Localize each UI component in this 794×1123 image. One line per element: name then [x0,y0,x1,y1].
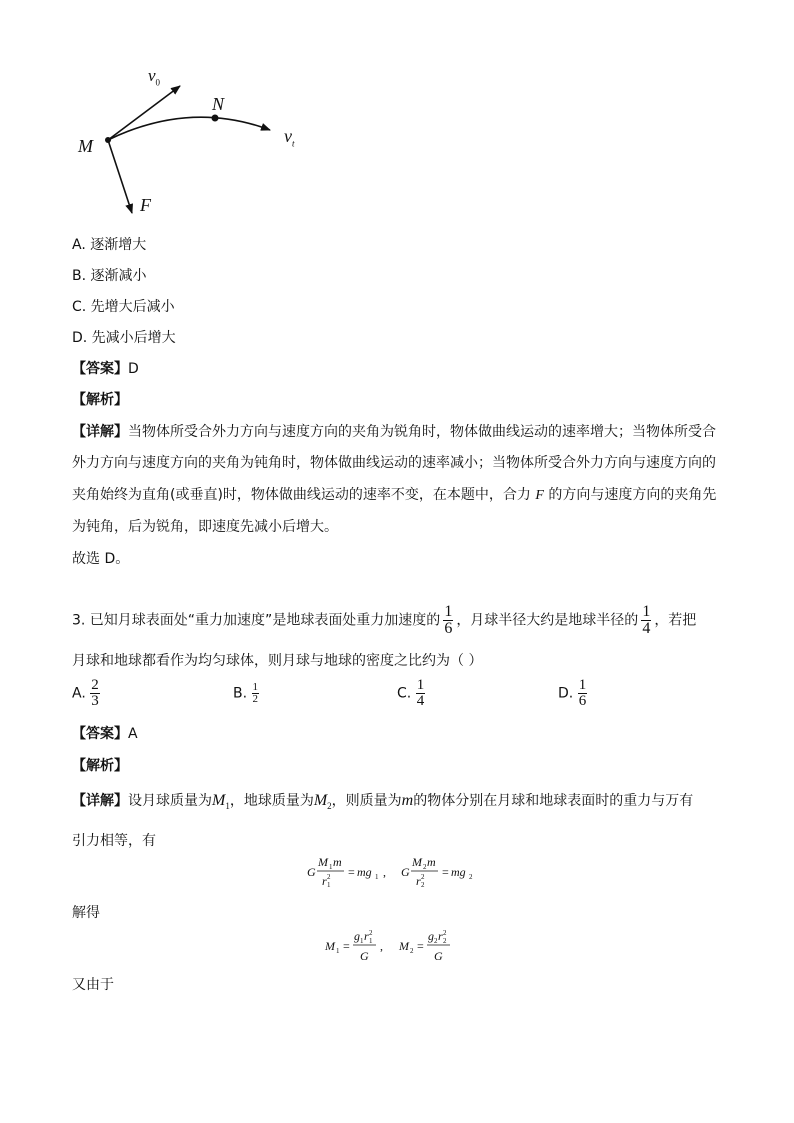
svg-text:M: M [325,939,335,953]
q2-detail-line-3: 夹角始终为直角(或垂直)时，物体做曲线运动的速率不变，在本题中，合力 F 的方向与速度方向的夹角先 [72,487,717,503]
svg-text:G: G [307,865,316,879]
svg-text:2: 2 [369,929,373,937]
svg-text:2: 2 [434,937,438,945]
q3-answer: 【答案】A [72,726,138,742]
trajectory-curve [108,117,270,140]
svg-text:2: 2 [410,947,414,955]
q2-answer: 【答案】D [72,361,139,377]
svg-text:M: M [412,855,422,869]
svg-text:G: G [360,949,369,963]
q2-option-b: B. 逐渐减小 [72,268,147,284]
svg-text:1: 1 [369,937,373,945]
svg-text:1: 1 [327,881,331,889]
svg-text:=: = [343,939,350,953]
label-F: F [140,195,151,215]
svg-text:=: = [348,865,355,879]
svg-text:2: 2 [443,929,447,937]
q2-detail-line-1: 【详解】当物体所受合外力方向与速度方向的夹角为锐角时，物体做曲线运动的速率增大；当物体所受合 [72,424,716,440]
svg-text:1: 1 [360,937,364,945]
svg-text:m: m [333,855,342,869]
mass-equation [323,926,473,966]
label-N: N [212,94,225,114]
q3-stem-line-2: 月球和地球都看作为均匀球体，则月球与地球的密度之比约为（ ） [72,653,483,669]
svg-text:1: 1 [329,863,333,871]
svg-text:=: = [442,865,449,879]
v0-arrow [108,86,180,140]
svg-text:mg: mg [357,865,372,879]
point-M [105,137,111,143]
force-velocity-diagram [70,60,320,220]
label-M: M [78,136,93,156]
svg-text:M: M [318,855,328,869]
q2-conclusion: 故选 D。 [72,551,130,567]
svg-text:=: = [417,939,424,953]
q2-detail-line-4: 为钝角，后为锐角，即速度先减小后增大。 [72,519,338,535]
svg-text:,: , [383,865,386,879]
svg-text:G: G [434,949,443,963]
q2-analysis-tag: 【解析】 [72,392,128,408]
svg-text:2: 2 [421,873,425,881]
svg-text:mg: mg [451,865,466,879]
svg-text:g: g [354,929,360,943]
q3-analysis-tag: 【解析】 [72,758,128,774]
svg-text:m: m [427,855,436,869]
q3-option-c: C. $\frac{1}{4}$ [397,677,425,709]
label-v0: $v_0$ [148,66,161,88]
svg-text:M: M [399,939,409,953]
q3-also-label: 又由于 [72,977,114,993]
svg-text:2: 2 [423,863,427,871]
q3-stem-line-1: 3. 已知月球表面处“重力加速度”是地球表面处重力加速度的 $\frac{1}{6}$ ，月球半径大约是地球半径的 $\frac{1}{4}$ ，若把 [72,603,697,637]
svg-text:2: 2 [443,937,447,945]
q3-option-d: D. $\frac{1}{6}$ [558,677,587,709]
q2-option-d: D. 先减小后增大 [72,330,176,346]
q3-option-b: B. $\frac{1}{2}$ [233,681,259,705]
svg-text:2: 2 [469,873,473,881]
svg-text:r: r [438,929,443,943]
svg-text:r: r [416,874,421,888]
q3-detail-line-1: 【详解】设月球质量为$M_1$，地球质量为$M_2$，则质量为m的物体分别在月球和地球表面时的重力与万有 [72,792,694,811]
svg-text:r: r [364,929,369,943]
svg-text:r: r [322,874,327,888]
svg-text:1: 1 [375,873,379,881]
svg-text:1: 1 [336,947,340,955]
svg-text:2: 2 [421,881,425,889]
svg-text:G: G [401,865,410,879]
svg-text:2: 2 [327,873,331,881]
svg-text:,: , [380,939,383,953]
q2-detail-line-2: 外力方向与速度方向的夹角为钝角时，物体做曲线运动的速率减小；当物体所受合外力方向与速度方向的 [72,455,716,471]
q2-option-c: C. 先增大后减小 [72,299,175,315]
F-arrow [108,140,132,213]
svg-text:g: g [428,929,434,943]
q3-solve-label: 解得 [72,905,100,921]
label-vt: $v_t$ [284,126,295,149]
q3-detail-line-2: 引力相等，有 [72,833,156,849]
q3-option-a: A. $\frac{2}{3}$ [72,677,99,709]
q2-option-a: A. 逐渐增大 [72,237,147,253]
point-N [212,115,219,122]
gravity-equation [305,852,495,892]
